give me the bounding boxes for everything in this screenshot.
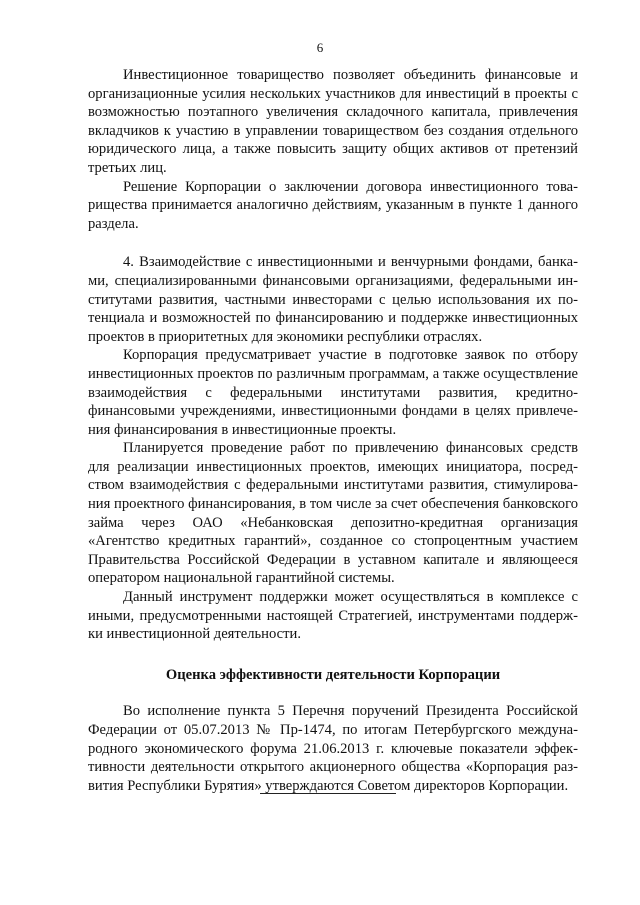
- paragraph-planned-work: Планируется проведение работ по привлечению финансовых средств для реализации инвестиционных проектов, имеющих инициатора, посредством взаимодействия с федеральными институтами развития, стимулирования проектного финансирования, в том числе за счет обеспечения банковского займа через ОАО «Небанковская депозитно-кредитная организация «Агентство кредитных гарантий», созданное со стопроцентным участием Правительства Российской Федерации в уставном капитале и являющееся оператором национальной гарантийной системы.: [88, 440, 578, 587]
- page-number: 6: [316, 40, 324, 55]
- paragraph-corporation-participation: Корпорация предусматривает участие в подготовке заявок по отбору инвестиционных проектов по различным программам, а также осуществление взаимодействия с федеральными институтами развития, кредитно-финансовыми учреждениями, инвестиционными фондами в целях привлечения финансирования в инвестиционные проекты.: [88, 347, 578, 438]
- paragraph-interaction-funds: 4. Взаимодействие с инвестиционными и венчурными фондами, банками, специализированными финансовыми организациями, федеральными институтами развития, частными инвесторами с целью использования их потенциала и возможностей по финансированию и поддержке инвестиционных проектов в приоритетных для экономики республики отраслях.: [88, 254, 578, 345]
- paragraph-performance-indicators: Во исполнение пункта 5 Перечня поручений Президента Российской Федерации от 05.07.2013 № Пр-1474, по итогам Петербургского международного экономического форума 21.06.2013 г. ключевые показатели эффективности деятельности открытого акционерного общества «Корпорация развития Республики Бурятия» утверждаются Советом директоров Корпорации.: [88, 703, 578, 794]
- paragraph-partnership-decision: Решение Корпорации о заключении договора инвестиционного товарищества принимается аналогично действиям, указанным в пункте 1 данного раздела.: [88, 178, 578, 232]
- paragraph-investment-partnership: Инвестиционное товарищество позволяет объединить финансовые и организационные усилия нескольких участников для инвестиций в проекты с возможностью поэтапного увеличения складочного капитала, привлечения вкладчиков к участию в управлении товариществом без создания отдельного юридического лица, а также повысить защиту общих активов от претензий третьих лиц.: [88, 67, 578, 176]
- paragraph-support-instrument: Данный инструмент поддержки может осуществляться в комплексе с иными, предусмотренными настоящей Стратегией, инструментами поддержки инвестиционной деятельности.: [88, 589, 578, 643]
- section-heading: Оценка эффективности деятельности Корпорации: [165, 666, 501, 683]
- paragraph-gap: [88, 233, 578, 253]
- document-body: [88, 66, 578, 795]
- end-separator-line: [260, 793, 396, 794]
